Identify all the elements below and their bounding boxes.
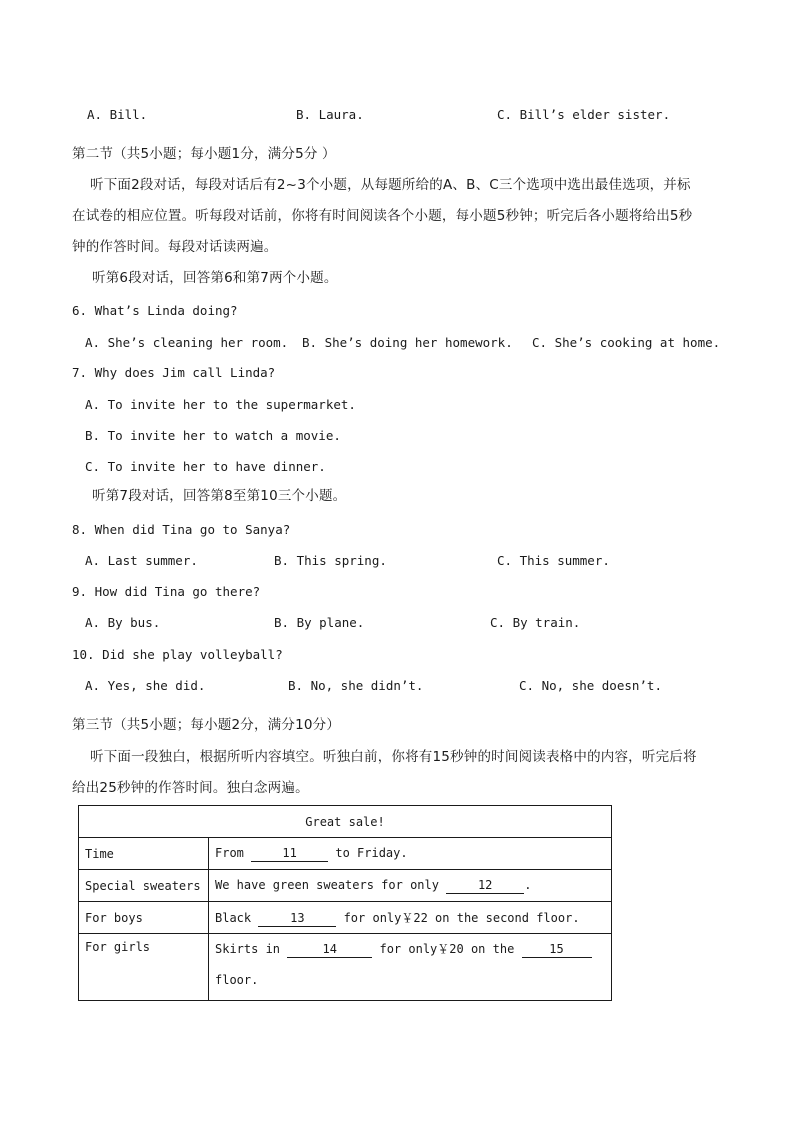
great-sale-table	[78, 805, 612, 1001]
dialog7-intro: 听第7段对话，回答第8至第10三个小题。	[92, 488, 347, 504]
q8-option-b: B. This spring.	[274, 553, 387, 568]
q10-option-b: B. No, she didn’t.	[288, 678, 424, 693]
dialog6-intro: 听第6段对话，回答第6和第7两个小题。	[92, 270, 338, 286]
section3-heading: 第三节（共5小题；每小题2分，满分10分）	[72, 717, 341, 733]
table-row	[79, 902, 612, 934]
row-text: floor.	[215, 973, 259, 987]
row-text: for only￥22 on the second floor.	[336, 910, 580, 925]
answer-blank-15: 15	[522, 941, 592, 958]
row-content-for-boys	[209, 902, 612, 934]
row-text: to Friday.	[328, 846, 408, 860]
q5-option-a: A. Bill.	[87, 107, 148, 122]
q6-option-a: A. She’s cleaning her room.	[85, 335, 289, 350]
row-label-time: Time	[79, 838, 209, 870]
row-text: Skirts in	[215, 942, 288, 956]
row-label-for-girls: For girls	[79, 934, 209, 1001]
row-content-for-girls	[209, 934, 612, 1001]
q7-text: 7. Why does Jim call Linda?	[72, 365, 276, 380]
section2-instructions-line3: 钟的作答时间。每段对话读两遍。	[72, 239, 278, 255]
row-content-special-sweaters	[209, 870, 612, 902]
answer-blank-14: 14	[287, 941, 372, 958]
row-label-special-sweaters: Special sweaters	[79, 870, 209, 902]
row-text: Black	[215, 910, 259, 925]
q8-option-a: A. Last summer.	[85, 553, 198, 568]
q7-option-a: A. To invite her to the supermarket.	[85, 397, 356, 412]
table-row	[79, 934, 612, 1001]
q10-option-c: C. No, she doesn’t.	[519, 678, 662, 693]
q6-option-c: C. She’s cooking at home.	[532, 335, 721, 350]
table-row	[79, 870, 612, 902]
section2-heading: 第二节（共5小题；每小题1分，满分5分 ）	[72, 146, 336, 162]
answer-blank-13: 13	[258, 910, 336, 927]
q5-option-c: C. Bill’s elder sister.	[497, 107, 671, 122]
q9-text: 9. How did Tina go there?	[72, 584, 261, 599]
q10-text: 10. Did she play volleyball?	[72, 647, 283, 662]
q7-option-b: B. To invite her to watch a movie.	[85, 428, 341, 443]
row-text: From	[215, 846, 252, 860]
q6-option-b: B. She’s doing her homework.	[302, 335, 513, 350]
answer-blank-12: 12	[446, 877, 524, 894]
section3-instructions-line1: 听下面一段独白，根据所听内容填空。听独白前，你将有15秒钟的时间阅读表格中的内容，听完后将	[90, 749, 697, 765]
row-text: We have green sweaters for only	[215, 878, 447, 892]
q9-option-c: C. By train.	[490, 615, 581, 630]
q9-option-b: B. By plane.	[274, 615, 365, 630]
row-text: .	[524, 878, 532, 892]
q7-option-c: C. To invite her to have dinner.	[85, 459, 326, 474]
answer-blank-11: 11	[251, 845, 328, 862]
row-content-time	[209, 838, 612, 870]
q10-option-a: A. Yes, she did.	[85, 678, 206, 693]
q8-option-c: C. This summer.	[497, 553, 610, 568]
table-title: Great sale!	[79, 806, 612, 838]
table-row	[79, 838, 612, 870]
section2-instructions-line2: 在试卷的相应位置。听每段对话前，你将有时间阅读各个小题，每小题5秒钟；听完后各小题将给出5秒	[72, 208, 693, 224]
table-title-row	[79, 806, 612, 838]
section3-instructions-line2: 给出25秒钟的作答时间。独白念两遍。	[72, 780, 309, 796]
q6-text: 6. What’s Linda doing?	[72, 303, 238, 318]
row-label-for-boys: For boys	[79, 902, 209, 934]
q5-option-b: B. Laura.	[296, 107, 364, 122]
row-text: for only￥20 on the	[372, 942, 522, 956]
section2-instructions-line1: 听下面2段对话，每段对话后有2~3个小题，从每题所给的A、B、C三个选项中选出最佳选项，并标	[90, 177, 691, 193]
q9-option-a: A. By bus.	[85, 615, 161, 630]
q8-text: 8. When did Tina go to Sanya?	[72, 522, 291, 537]
